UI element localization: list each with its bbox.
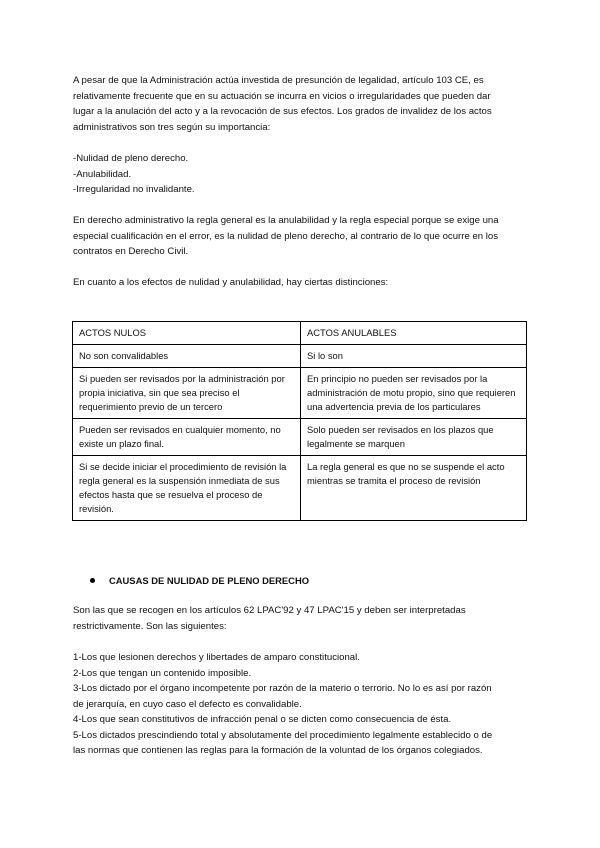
table-row: [73, 345, 527, 368]
list-item: -Irregularidad no invalidante.: [73, 184, 195, 195]
table-row: [73, 368, 527, 419]
text-line: administrativos son tres según su importancia:: [73, 121, 271, 133]
table-row: [73, 456, 527, 521]
list-item: 3-Los dictado por el órgano incompetente por razón de la materio o terrorio. No lo es así por razón: [73, 683, 492, 694]
comparison-table: [72, 321, 527, 521]
causes-list: [73, 650, 529, 759]
table-cell: En principio no pueden ser revisados por la administración de motu propio, sino que requieren una advertencia previa de los particulares: [301, 368, 527, 419]
header-cell: ACTOS ANULABLES: [301, 322, 527, 345]
table-cell: Solo pueden ser revisados en los plazos que legalmente se marquen: [301, 419, 527, 456]
header-cell: ACTOS NULOS: [73, 322, 301, 345]
text-line: especial cualificación en el error, es la nulidad de pleno derecho, al contrario de lo que ocurre en los: [73, 230, 499, 242]
text-line: relativamente frecuente que en su actuación se incurra en vicios o irregularidades que pueden dar: [73, 90, 491, 102]
table-cell: Si se decide iniciar el procedimiento de revisión la regla general es la suspensión inmediata de sus efectos hasta que se resuelva el proceso de revisión.: [73, 456, 301, 521]
text-line: A pesar de que la Administración actúa investida de presunción de legalidad, artículo 103 CE, es: [73, 75, 484, 86]
list-item: las normas que contienen las reglas para la formación de la voluntad de los órganos colegiados.: [73, 745, 483, 756]
list-item: 1-Los que lesionen derechos y libertades de amparo constitucional.: [73, 652, 360, 663]
bullet-icon: [90, 578, 95, 583]
table-cell: Pueden ser revisados en cualquier momento, no existe un plazo final.: [73, 419, 301, 456]
table-cell: La regla general es que no se suspende el acto mientras se tramita el proceso de revisión: [301, 456, 527, 521]
list-item: 4-Los que sean constitutivos de infracción penal o se dicten como consecuencia de ésta.: [73, 714, 452, 725]
general-rule-paragraph: [73, 213, 529, 260]
text-line: lugar a la anulación del acto y a la revocación de sus efectos. Los grados de invalidez de los actos: [73, 106, 492, 117]
text-line: restrictivamente. Son las siguientes:: [73, 620, 227, 632]
table-header-row: [73, 322, 527, 345]
list-item: -Nulidad de pleno derecho.: [73, 153, 189, 164]
text-line: En cuanto a los efectos de nulidad y anulabilidad, hay ciertas distinciones:: [73, 277, 389, 288]
list-item: de jerarquía, en cuyo caso el defecto es convalidable.: [73, 698, 302, 710]
table-row: [73, 419, 527, 456]
text-line: Son las que se recogen en los artículos 62 LPAC'92 y 47 LPAC'15 y deben ser interpretadas: [73, 605, 466, 616]
list-item: 2-Los que tengan un contenido imposible.: [73, 667, 252, 679]
text-line: contratos en Derecho Civil.: [73, 246, 189, 257]
table-cell: No son convalidables: [73, 345, 301, 368]
effects-intro: [73, 275, 529, 291]
list-item: 5-Los dictados prescindiendo total y absolutamente del procedimiento legalmente establecido o de: [73, 729, 493, 741]
section-heading-text: CAUSAS DE NULIDAD DE PLENO DERECHO: [109, 575, 310, 586]
text-line: En derecho administrativo la regla general es la anulabilidad y la regla especial porque se exige una: [73, 215, 499, 226]
invalidity-grades-list: [73, 151, 529, 198]
table-cell: Si pueden ser revisados por la administración por propia iniciativa, sin que sea preciso el requerimiento previo de un tercero: [73, 368, 301, 419]
causes-intro-paragraph: [73, 603, 529, 634]
intro-paragraph: [73, 73, 529, 135]
table-cell: Si lo son: [301, 345, 527, 368]
list-item: -Anulabilidad.: [73, 168, 132, 180]
section-heading: [90, 573, 309, 589]
